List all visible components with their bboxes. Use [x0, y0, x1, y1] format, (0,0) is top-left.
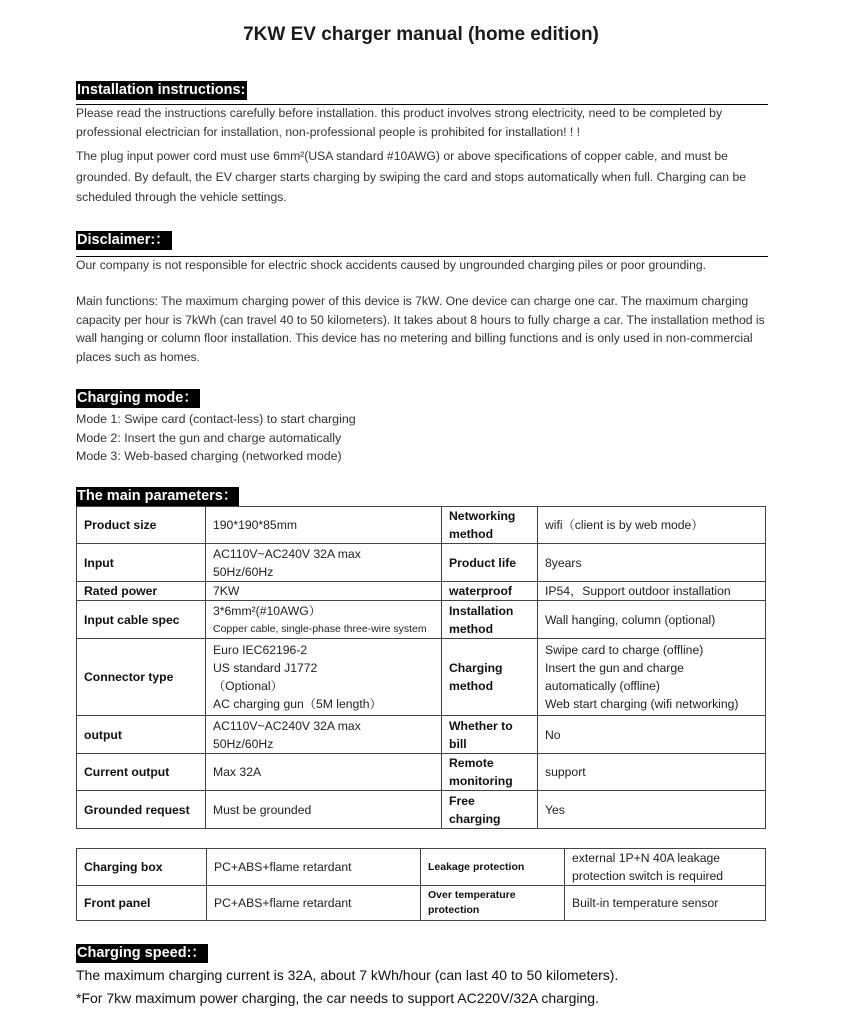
param-label: Networking method: [442, 507, 538, 544]
param-value: wifi（client is by web mode）: [538, 507, 766, 544]
material-label: Over temperature protection: [421, 886, 565, 921]
param-label: Current output: [77, 754, 206, 791]
param-label: Product size: [77, 507, 206, 544]
table-row: [77, 507, 766, 544]
param-value: 3*6mm²(#10AWG） Copper cable, single-phase three-wire system: [206, 601, 442, 639]
param-label: Charging method: [442, 639, 538, 716]
table-row: [77, 544, 766, 582]
charging-speed-text: [76, 964, 776, 1010]
param-value: Max 32A: [206, 754, 442, 791]
parameters-heading: The main parameters：: [77, 488, 238, 504]
param-label: Input: [77, 544, 206, 582]
param-label: Installation method: [442, 601, 538, 639]
param-label: Whether to bill: [442, 716, 538, 754]
table-row: [77, 886, 766, 921]
mode-item: Mode 2: Insert the gun and charge automatically: [76, 430, 342, 445]
installation-paragraph-1: Please read the instructions carefully before installation. this product involves strong electricity, need to be completed by professional electrician for installation, non-professional people is prohibited for installation! ! !: [76, 106, 723, 139]
param-value: 8years: [538, 544, 766, 582]
charging-mode-heading: Charging mode：: [77, 390, 198, 406]
param-label: Grounded request: [77, 791, 206, 829]
param-value: Swipe card to charge (offline) Insert the gun and charge automatically (offline) Web start charging (wifi networking): [538, 639, 766, 716]
param-value: 190*190*85mm: [206, 507, 442, 544]
materials-table: [76, 848, 766, 921]
param-label: Input cable spec: [77, 601, 206, 639]
disclaimer-heading: Disclaimer:：: [77, 232, 170, 248]
document-title: 7KW EV charger manual (home edition): [243, 24, 599, 45]
param-value: AC110V~AC240V 32A max 50Hz/60Hz: [206, 716, 442, 754]
param-label: Connector type: [77, 639, 206, 716]
param-label: Product life: [442, 544, 538, 582]
speed-line: The maximum charging current is 32A, about 7 kWh/hour (can last 40 to 50 kilometers).: [76, 967, 619, 983]
param-value: 7KW: [206, 582, 442, 601]
mode-item: Mode 3: Web-based charging (networked mode): [76, 449, 342, 463]
installation-heading: Installation instructions:: [77, 82, 246, 98]
param-value: support: [538, 754, 766, 791]
param-value: Yes: [538, 791, 766, 829]
param-value: Euro IEC62196-2 US standard J1772 （Optional） AC charging gun（5M length）: [206, 639, 442, 716]
material-label: Front panel: [77, 886, 207, 921]
charging-speed-heading: Charging speed:：: [77, 945, 206, 961]
material-value: external 1P+N 40A leakage protection switch is required: [565, 849, 766, 886]
table-row: [77, 754, 766, 791]
installation-paragraph-2: The plug input power cord must use 6mm²(USA standard #10AWG) or above specifications of copper cable, and must be grounded. By default, the EV charger starts charging by swiping the card and stops automatically when full. Charging can be scheduled through the vehicle settings.: [76, 149, 747, 204]
table-row: [77, 582, 766, 601]
param-label: Remote monitoring: [442, 754, 538, 791]
material-label: Charging box: [77, 849, 207, 886]
parameters-table: [76, 506, 766, 829]
table-row: [77, 791, 766, 829]
param-value: Wall hanging, column (optional): [538, 601, 766, 639]
material-value: PC+ABS+flame retardant: [207, 886, 421, 921]
table-row: [77, 601, 766, 639]
param-label: output: [77, 716, 206, 754]
speed-line: *For 7kw maximum power charging, the car needs to support AC220V/32A charging.: [76, 990, 599, 1006]
param-value: Must be grounded: [206, 791, 442, 829]
material-label: Leakage protection: [421, 849, 565, 886]
disclaimer-paragraph: Our company is not responsible for electric shock accidents caused by ungrounded charging piles or poor grounding.: [76, 258, 707, 272]
table-row: [77, 716, 766, 754]
param-label: Rated power: [77, 582, 206, 601]
material-value: PC+ABS+flame retardant: [207, 849, 421, 886]
param-value: AC110V~AC240V 32A max 50Hz/60Hz: [206, 544, 442, 582]
param-value: IP54，Support outdoor installation: [538, 582, 766, 601]
main-functions-paragraph: Main functions: The maximum charging power of this device is 7kW. One device can charge one car. The maximum charging capacity per hour is 7kWh (can travel 40 to 50 kilometers). It takes about 8 hours to fully charge a car. The installation method is wall hanging or column floor installation. This device has no metering and billing functions and is only used in non-commercial places such as homes.: [76, 294, 765, 364]
mode-item: Mode 1: Swipe card (contact-less) to start charging: [76, 412, 356, 426]
table-row: [77, 849, 766, 886]
param-label: Free charging: [442, 791, 538, 829]
table-row: [77, 639, 766, 716]
charging-mode-list: [76, 410, 768, 466]
param-value: No: [538, 716, 766, 754]
param-label: waterproof: [442, 582, 538, 601]
material-value: Built-in temperature sensor: [565, 886, 766, 921]
